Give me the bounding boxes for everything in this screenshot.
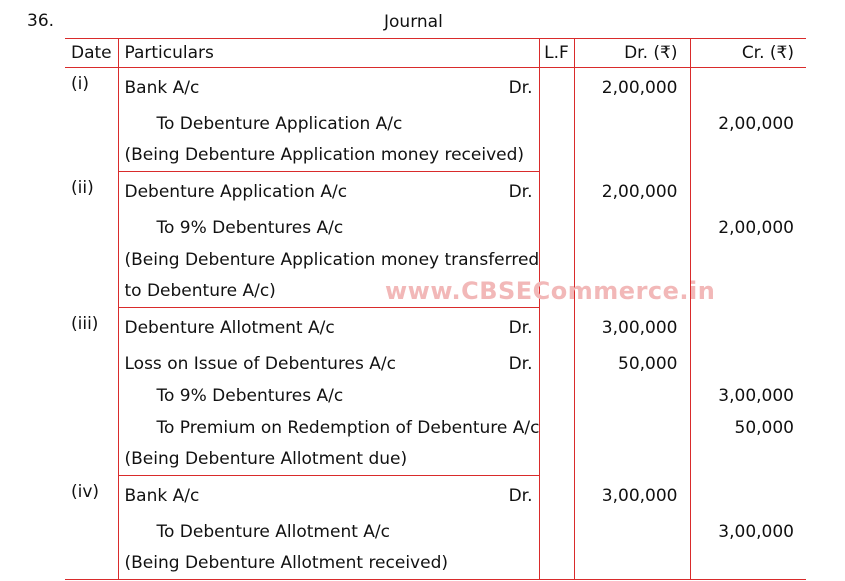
table-row bbox=[65, 244, 806, 276]
lf-cell bbox=[539, 172, 574, 212]
debit-amount bbox=[574, 412, 690, 444]
particulars-cell bbox=[118, 308, 539, 348]
debit-amount bbox=[574, 548, 690, 580]
particulars-cell bbox=[118, 140, 539, 172]
table-row bbox=[65, 68, 806, 108]
lf-cell bbox=[539, 412, 574, 444]
credit-amount bbox=[690, 68, 806, 108]
particulars-cell bbox=[118, 108, 539, 140]
credit-amount: 3,00,000 bbox=[718, 385, 794, 406]
particulars-cell bbox=[118, 348, 539, 380]
header-dr: Dr. (₹) bbox=[574, 39, 690, 68]
credit-amount bbox=[690, 172, 806, 212]
particulars-cell bbox=[118, 516, 539, 548]
particulars-text: (Being Debenture Allotment due) bbox=[124, 449, 408, 470]
debit-amount bbox=[574, 108, 690, 140]
particulars-text: To 9% Debentures A/c bbox=[156, 385, 344, 406]
table-row bbox=[65, 380, 806, 412]
entry-date: (iii) bbox=[65, 308, 118, 476]
particulars-cell bbox=[118, 68, 539, 108]
lf-cell bbox=[539, 548, 574, 580]
table-row bbox=[65, 172, 806, 212]
lf-cell bbox=[539, 212, 574, 244]
credit-amount bbox=[690, 548, 806, 580]
lf-cell bbox=[539, 444, 574, 476]
particulars-text: Debenture Allotment A/c bbox=[124, 317, 335, 338]
lf-cell bbox=[539, 244, 574, 276]
debit-amount: 50,000 bbox=[574, 348, 690, 380]
table-row bbox=[65, 140, 806, 172]
lf-cell bbox=[539, 308, 574, 348]
particulars-cell bbox=[118, 380, 539, 412]
credit-amount bbox=[690, 244, 806, 276]
table-row bbox=[65, 548, 806, 580]
header-lf: L.F bbox=[539, 39, 574, 68]
lf-cell bbox=[539, 516, 574, 548]
table-row bbox=[65, 308, 806, 348]
credit-amount bbox=[690, 308, 806, 348]
particulars-cell bbox=[118, 476, 539, 516]
table-row bbox=[65, 412, 806, 444]
watermark: www.CBSECommerce.in bbox=[385, 277, 716, 305]
credit-amount bbox=[690, 348, 806, 380]
particulars-text: to Debenture A/c) bbox=[124, 281, 276, 302]
particulars-text: (Being Debenture Application money transferred bbox=[124, 249, 540, 270]
header-particulars: Particulars bbox=[118, 39, 539, 68]
particulars-text: To Premium on Redemption of Debenture A/c bbox=[156, 417, 540, 438]
particulars-cell bbox=[118, 548, 539, 580]
debit-amount: 2,00,000 bbox=[574, 68, 690, 108]
debit-amount: 3,00,000 bbox=[574, 476, 690, 516]
debit-amount bbox=[574, 444, 690, 476]
credit-amount: 2,00,000 bbox=[718, 217, 794, 238]
lf-cell bbox=[539, 348, 574, 380]
particulars-text: (Being Debenture Allotment received) bbox=[124, 553, 448, 574]
particulars-text: To 9% Debentures A/c bbox=[156, 217, 344, 238]
debit-amount bbox=[574, 212, 690, 244]
journal-title: Journal bbox=[384, 12, 443, 32]
credit-amount: 2,00,000 bbox=[718, 113, 794, 134]
credit-amount: 3,00,000 bbox=[718, 521, 794, 542]
header-cr: Cr. (₹) bbox=[690, 39, 806, 68]
table-row bbox=[65, 516, 806, 548]
debit-amount: 3,00,000 bbox=[574, 308, 690, 348]
header-row bbox=[65, 39, 806, 68]
table-row bbox=[65, 444, 806, 476]
particulars-text: (Being Debenture Application money received) bbox=[124, 145, 525, 166]
credit-amount: 50,000 bbox=[734, 417, 794, 438]
debit-amount bbox=[574, 140, 690, 172]
particulars-cell bbox=[118, 444, 539, 476]
particulars-text: To Debenture Allotment A/c bbox=[156, 521, 391, 542]
entry-date: (ii) bbox=[65, 172, 118, 308]
debit-amount bbox=[574, 244, 690, 276]
question-number: 36. bbox=[27, 11, 55, 31]
entry-date: (i) bbox=[65, 68, 118, 172]
table-row bbox=[65, 212, 806, 244]
debit-amount: 2,00,000 bbox=[574, 172, 690, 212]
dr-mark: Dr. bbox=[508, 77, 533, 98]
dr-mark: Dr. bbox=[508, 317, 533, 338]
credit-amount bbox=[690, 476, 806, 516]
header-date: Date bbox=[65, 39, 118, 68]
lf-cell bbox=[539, 380, 574, 412]
particulars-text: To Debenture Application A/c bbox=[156, 113, 403, 134]
lf-cell bbox=[539, 108, 574, 140]
debit-amount bbox=[574, 380, 690, 412]
particulars-text: Loss on Issue of Debentures A/c bbox=[124, 353, 396, 374]
lf-cell bbox=[539, 68, 574, 108]
journal-body bbox=[65, 68, 806, 580]
entry-date: (iv) bbox=[65, 476, 118, 580]
table-row bbox=[65, 108, 806, 140]
particulars-cell bbox=[118, 244, 539, 276]
particulars-text: Bank A/c bbox=[124, 485, 200, 506]
table-row bbox=[65, 348, 806, 380]
particulars-cell bbox=[118, 412, 539, 444]
dr-mark: Dr. bbox=[508, 485, 533, 506]
particulars-cell bbox=[118, 172, 539, 212]
table-row bbox=[65, 476, 806, 516]
credit-amount bbox=[690, 444, 806, 476]
particulars-cell bbox=[118, 212, 539, 244]
lf-cell bbox=[539, 140, 574, 172]
dr-mark: Dr. bbox=[508, 353, 533, 374]
dr-mark: Dr. bbox=[508, 181, 533, 202]
credit-amount bbox=[690, 140, 806, 172]
journal-table bbox=[65, 38, 806, 580]
particulars-text: Bank A/c bbox=[124, 77, 200, 98]
lf-cell bbox=[539, 476, 574, 516]
particulars-text: Debenture Application A/c bbox=[124, 181, 348, 202]
debit-amount bbox=[574, 516, 690, 548]
